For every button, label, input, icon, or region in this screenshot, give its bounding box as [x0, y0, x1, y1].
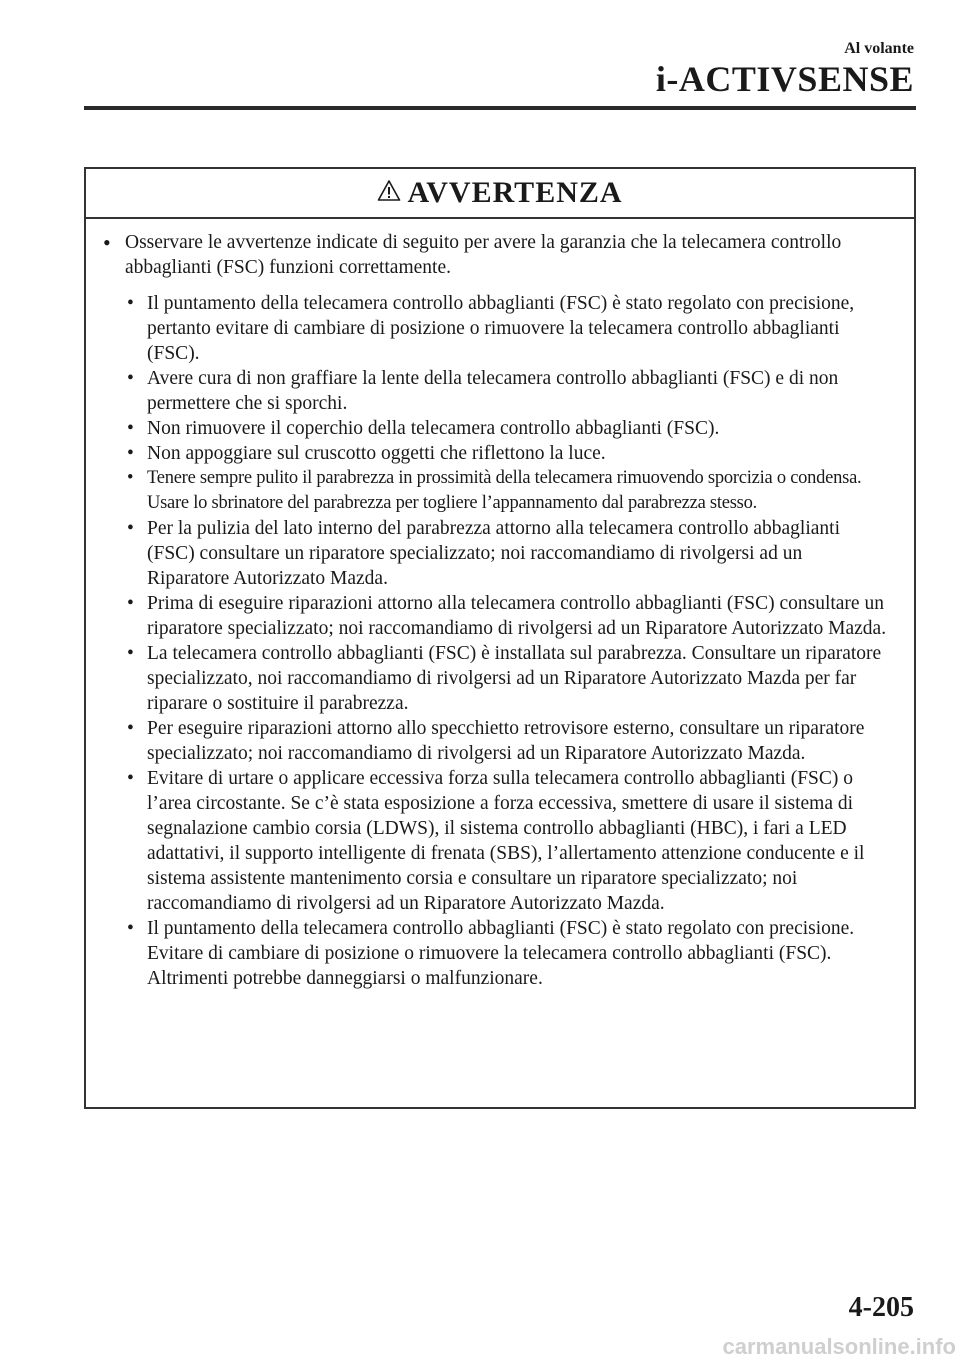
- warning-lead: [100, 230, 888, 280]
- bullet: •: [127, 518, 134, 539]
- page-number: 4-205: [848, 1292, 914, 1323]
- bullet: •: [127, 293, 134, 314]
- list-item: [100, 641, 888, 716]
- bullet: •: [127, 718, 134, 739]
- list-item-text: Prima di eseguire riparazioni attorno alla telecamera controllo abbaglianti (FSC) consultare un riparatore specializzato; noi raccomandiamo di rivolgersi ad un Riparatore Autorizzato Mazda.: [147, 593, 887, 639]
- list-item-text: Per la pulizia del lato interno del parabrezza attorno alla telecamera controllo abbaglianti (FSC) consultare un riparatore specializzato; noi raccomandiamo di rivolgersi ad un Riparatore Autorizzato Mazda.: [147, 518, 841, 589]
- list-item: [100, 291, 888, 366]
- list-item-text: Per eseguire riparazioni attorno allo specchietto retrovisore esterno, consultare un riparatore specializzato; noi raccomandiamo di rivolgersi ad un Riparatore Autorizzato Mazda.: [147, 718, 865, 764]
- list-item: [100, 441, 888, 466]
- warning-body: [86, 219, 914, 991]
- warning-header: [86, 169, 914, 219]
- list-item: [100, 591, 888, 641]
- list-item: [100, 916, 888, 991]
- bullet: •: [127, 643, 134, 664]
- list-item: [100, 716, 888, 766]
- bullet: •: [127, 918, 134, 939]
- list-item: [100, 766, 888, 916]
- lead-text: Osservare le avvertenze indicate di seguito per avere la garanzia che la telecamera controllo abbaglianti (FSC) funzioni correttamente.: [125, 232, 842, 278]
- list-item: [100, 416, 888, 441]
- bullet: •: [127, 468, 134, 488]
- list-item-text: Non rimuovere il coperchio della telecamera controllo abbaglianti (FSC).: [147, 418, 720, 439]
- list-item: [100, 366, 888, 416]
- warning-triangle-icon: [377, 179, 401, 203]
- list-item: [100, 466, 888, 516]
- list-item: [100, 516, 888, 591]
- warning-box: [84, 167, 916, 1109]
- list-item-text: Il puntamento della telecamera controllo abbaglianti (FSC) è stato regolato con precisione, pertanto evitare di cambiare di posizione o rimuovere la telecamera controllo abbaglianti (FSC).: [147, 293, 855, 364]
- warning-title: AVVERTENZA: [407, 176, 623, 209]
- bullet: •: [127, 368, 134, 389]
- list-item-text: Non appoggiare sul cruscotto oggetti che riflettono la luce.: [147, 443, 606, 464]
- bullet: •: [127, 593, 134, 614]
- list-item-text: Il puntamento della telecamera controllo abbaglianti (FSC) è stato regolato con precisione. Evitare di cambiare di posizione o rimuovere la telecamera controllo abbaglianti (FSC). Altrimenti potrebbe danneggiarsi o malfunzionare.: [147, 918, 855, 989]
- list-item-text: Tenere sempre pulito il parabrezza in prossimità della telecamera rimuovendo sporcizia o condensa. Usare lo sbrinatore del parabrezza per togliere l’appannamento dal parabrezza stesso.: [147, 468, 862, 513]
- list-item-text: Avere cura di non graffiare la lente della telecamera controllo abbaglianti (FSC) e di non permettere che si sporchi.: [147, 368, 839, 414]
- watermark: carmanualsonline.info: [722, 1334, 956, 1359]
- header-rule: [84, 106, 916, 110]
- bullet: •: [127, 418, 134, 439]
- list-item-text: Evitare di urtare o applicare eccessiva forza sulla telecamera controllo abbaglianti (FSC) o l’area circostante. Se c’è stata esposizione a forza eccessiva, smettere di usare il sistema di segnalazione cambio corsia (LDWS), il sistema controllo abbaglianti (HBC), i fari a LED adattativi, il supporto intelligente di frenata (SBS), l’allertamento attenzione conducente e il sistema assistente mantenimento corsia e consultare un riparatore specializzato; noi raccomandiamo di rivolgersi ad un Riparatore Autorizzato Mazda.: [147, 768, 865, 914]
- lead-bullet: •: [103, 230, 111, 255]
- bullet: •: [127, 768, 134, 789]
- warning-list: [100, 291, 888, 991]
- list-item-text: La telecamera controllo abbaglianti (FSC) è installata sul parabrezza. Consultare un riparatore specializzato, noi raccomandiamo di rivolgersi ad un Riparatore Autorizzato Mazda per far riparare o sostituire il parabrezza.: [147, 643, 882, 714]
- bullet: •: [127, 443, 134, 464]
- page-title: i-ACTIVSENSE: [655, 59, 914, 99]
- header-section: Al volante: [844, 40, 914, 57]
